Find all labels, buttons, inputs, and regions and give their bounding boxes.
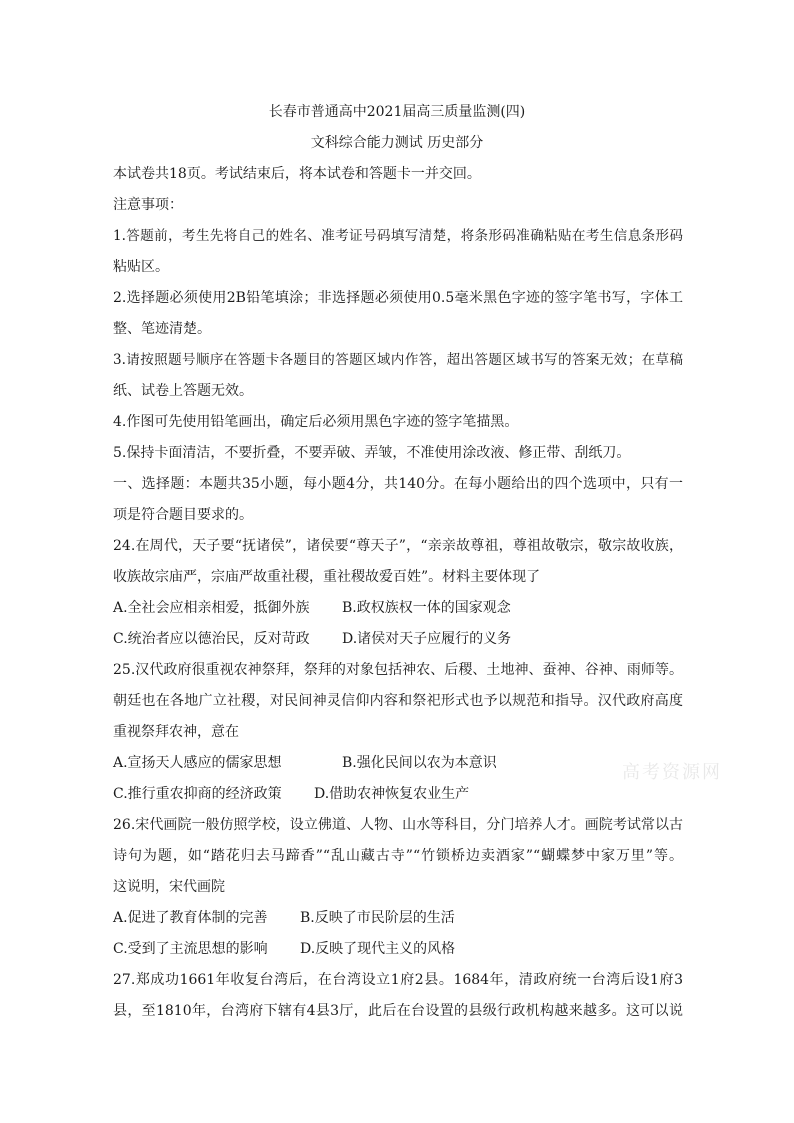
section-heading-cont: 项是符合题目要求的。 xyxy=(113,507,253,523)
question-27-stem-cont: 县，至1810年，台湾府下辖有4县3厅，此后在台设置的县级行政机构越来越多。这可以说 xyxy=(113,1003,683,1019)
notice-heading: 注意事项： xyxy=(113,197,183,213)
question-27-stem: 27.郑成功1661年收复台湾后，在台湾设立1府2县。1684年，清政府统一台湾后设1府3 xyxy=(113,972,683,988)
notice-line: 1.答题前，考生先将自己的姓名、准考证号码填写清楚，将条形码准确粘贴在考生信息条形码 xyxy=(113,228,683,244)
exam-title: 长春市普通高中2021届高三质量监测(四) xyxy=(268,104,526,120)
question-24-option-d: D.诸侯对天子应履行的义务 xyxy=(342,631,512,647)
question-25-option-a: A.宣扬天人感应的儒家思想 xyxy=(113,755,282,771)
question-25-stem-cont: 朝廷也在各地广立社稷，对民间神灵信仰内容和祭祀形式也予以规范和指导。汉代政府高度 xyxy=(113,693,683,709)
question-26-option-c: C.受到了主流思想的影响 xyxy=(113,941,268,957)
question-24-stem-cont: 收族故宗庙严，宗庙严故重社稷，重社稷故爱百姓”。材料主要体现了 xyxy=(113,569,541,585)
question-25-stem: 25.汉代政府很重视农神祭拜，祭拜的对象包括神农、后稷、土地神、蚕神、谷神、雨师等。 xyxy=(113,662,683,678)
question-26-option-a: A.促进了教育体制的完善 xyxy=(113,910,268,926)
question-26-stem-end: 这说明，宋代画院 xyxy=(113,879,225,895)
notice-line: 粘贴区。 xyxy=(113,259,169,275)
notice-line: 整、笔迹清楚。 xyxy=(113,321,211,337)
exam-subtitle: 文科综合能力测试 历史部分 xyxy=(310,135,484,151)
question-26-stem: 26.宋代画院一般仿照学校，设立佛道、人物、山水等科目，分门培养人才。画院考试常以古 xyxy=(113,817,683,833)
notice-line: 5.保持卡面清洁，不要折叠，不要弄破、弄皱，不准使用涂改液、修正带、刮纸刀。 xyxy=(113,445,631,461)
question-26-option-d: D.反映了现代主义的风格 xyxy=(300,941,456,957)
question-25-option-c: C.推行重农抑商的经济政策 xyxy=(113,786,282,802)
intro-pages-text: 本试卷共18页。考试结束后，将本试卷和答题卡一并交回。 xyxy=(113,166,481,182)
question-24-option-b: B.政权族权一体的国家观念 xyxy=(342,600,511,616)
notice-line: 2.选择题必须使用2B铅笔填涂；非选择题必须使用0.5毫米黑色字迹的签字笔书写，字体工 xyxy=(113,290,683,306)
question-24-stem: 24.在周代，天子要“抚诸侯”，诸侯要“尊天子”，“亲亲故尊祖，尊祖故敬宗，敬宗故收族， xyxy=(113,538,683,554)
question-24-option-c: C.统治者应以德治民，反对苛政 xyxy=(113,631,310,647)
question-24-option-a: A.全社会应相亲相爱，抵御外族 xyxy=(113,600,310,616)
question-26-stem-cont: 诗句为题，如“踏花归去马蹄香”“乱山藏古寺”“竹锁桥边卖酒家”“蝴蝶梦中家万里”等。 xyxy=(113,848,683,864)
question-25-option-d: D.借助农神恢复农业生产 xyxy=(314,786,470,802)
watermark-text: 高考资源网 xyxy=(622,762,722,783)
question-25-stem-end: 重视祭拜农神，意在 xyxy=(113,724,239,740)
notice-line: 4.作图可先使用铅笔画出，确定后必须用黑色字迹的签字笔描黑。 xyxy=(113,414,519,430)
section-heading: 一、选择题：本题共35小题，每小题4分，共140分。在每小题给出的四个选项中，只有一 xyxy=(113,476,683,492)
question-26-option-b: B.反映了市民阶层的生活 xyxy=(300,910,455,926)
question-25-option-b: B.强化民间以农为本意识 xyxy=(342,755,497,771)
notice-line: 3.请按照题号顺序在答题卡各题目的答题区域内作答，超出答题区域书写的答案无效；在草稿 xyxy=(113,352,683,368)
notice-line: 纸、试卷上答题无效。 xyxy=(113,383,253,399)
